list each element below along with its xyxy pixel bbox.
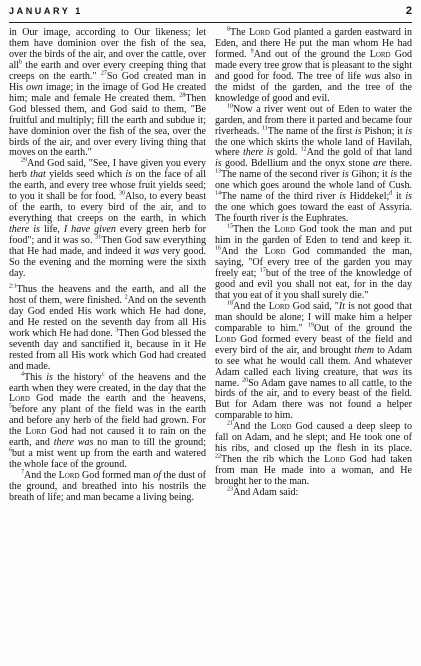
paragraph: $^{18}$And the Lord God said, "It is not good that man should be alone; I will make him a helper comparable to him." $^{19}$Out of the ground the Lord God formed every beast of the field and every bird of the air, and brought them to Adam to see what he would call them. And whatever Adam called each living creature, that was its name. $^{20}$So Adam gave names to all cattle, to the birds of the air, and to every beast of the field. But for Adam there was not found a helper comparable to him.	[215, 300, 412, 422]
paragraph: $^7$And the Lord God formed man of the dust of the ground, and breathed into his nostrils the breath of life; and man became a living being.	[9, 469, 206, 504]
left-column	[9, 28, 206, 504]
verse-number: 3	[115, 327, 119, 334]
verse-number: 14	[215, 190, 221, 197]
paragraph: $^{2:1}$Thus the heavens and the earth, and all the host of them, were finished. $^2$And on the seventh day God ended His work which He had done, and He rested on the seventh day from all His work which He had done. $^3$Then God blessed the seventh day and sanctified it, because in it He rested from all His work which God had created and made.	[9, 283, 206, 372]
text-columns	[9, 28, 412, 504]
paragraph: $^4$This is the history$^c$ of the heavens and the earth when they were created, in the day that the Lord God made the earth and the heavens, $^5$before any plant of the field was in the earth and before any herb of the field had grown. For the Lord God had not caused it to rain on the earth, and there was no man to till the ground; $^6$but a mist went up from the earth and watered the whole face of the ground.	[9, 371, 207, 471]
running-head: JANUARY 1	[9, 6, 83, 16]
footnote-marker: d	[389, 190, 393, 197]
paragraph: $^{23}$And Adam said:	[227, 486, 299, 499]
verse-number: 28	[179, 92, 186, 99]
verse-number: 23	[227, 486, 233, 493]
verse-number: 30	[118, 190, 125, 197]
verse-number: 4	[21, 371, 24, 378]
paragraph: $^{29}$And God said, "See, I have given you every herb that yields seed which is on the face of all the earth, and every tree whose fruit yields seed; to you it shall be for food. $^{30}$Also, to every beast of the earth, to every bird of the air, and to everything that creeps on the earth, in which there is life, I have given every green herb for food"; and it was so. $^{31}$Then God saw everything that He had made, and indeed it was very good. So the evening and the morning were the sixth day.	[9, 158, 207, 279]
verse-number: 7	[21, 469, 24, 476]
verse-number: 20	[242, 377, 249, 384]
footnote-marker: b	[19, 59, 23, 66]
page-header	[9, 0, 412, 23]
verse-number: 2	[124, 294, 128, 301]
verse-number: 13	[215, 169, 221, 176]
verse-number: 29	[21, 158, 27, 165]
verse-number: 11	[261, 125, 268, 132]
verse-number: 22	[215, 453, 221, 460]
verse-number: 9	[250, 48, 254, 55]
chapter-verse-number: 2:1	[9, 283, 17, 290]
paragraph: $^{15}$Then the Lord God took the man and put him in the garden of Eden to tend and keep it. $^{16}$And the Lord God commanded the man, saying, "Of every tree of the garden you may freely eat; $^{17}$but of the tree of the knowledge of good and evil you shall not eat, for in the day that you eat of it you shall surely die."	[215, 223, 413, 301]
paragraph: $^{21}$And the Lord God caused a deep sleep to fall on Adam, and he slept; and He took one of his ribs, and closed up the flesh in its place. $^{22}$Then the rib which the Lord God had taken from man He made into a woman, and He brought her to the man.	[215, 420, 412, 488]
verse-number: 5	[9, 404, 12, 411]
verse-number: 12	[300, 147, 307, 154]
verse-number: 10	[227, 103, 233, 110]
verse-number: 15	[227, 223, 233, 230]
verse-number: 31	[95, 234, 102, 241]
verse-number: 16	[215, 245, 221, 252]
paragraph: in Our image, according to Our likeness; let them have dominion over the fish of the sea, over the birds of the air, and over the cattle, over all$^b$ the earth and over every creeping thing that creeps on the earth." $^{27}$So God created man in His own image; in the image of God He created him; male and female He created them. $^{28}$Then God blessed them, and God said to them, "Be fruitful and multiply; fill the earth and subdue it; have dominion over the fish of the sea, over the birds of the air, and over every living thing that moves on the earth."	[9, 27, 206, 159]
page-number: 2	[405, 5, 412, 17]
paragraph: $^8$The Lord God planted a garden eastward in Eden, and there He put the man whom He had formed. $^9$And out of the ground the Lord God made every tree grow that is pleasant to the sight and good for food. The tree of life was also in the midst of the garden, and the tree of the knowledge of good and evil.	[215, 26, 412, 104]
verse-number: 19	[308, 322, 315, 329]
verse-number: 17	[259, 267, 266, 274]
verse-number: 21	[227, 420, 233, 427]
paragraph: $^{10}$Now a river went out of Eden to water the garden, and from there it parted and became four riverheads. $^{11}$The name of the first is Pishon; it is the one which skirts the whole land of Havilah, where there is gold. $^{12}$And the gold of that land is good. Bdellium and the onyx stone are there. $^{13}$The name of the second river is Gihon; it is the one which goes around the whole land of Cush. $^{14}$The name of the third river is Hiddekel;$^d$ it is the one which goes toward the east of Assyria. The fourth river is the Euphrates.	[215, 103, 413, 225]
footnote-marker: c	[101, 371, 105, 378]
verse-number: 6	[9, 447, 12, 454]
verse-number: 27	[100, 70, 107, 77]
verse-number: 18	[227, 300, 233, 307]
right-column	[215, 28, 412, 504]
verse-number: 8	[227, 26, 230, 33]
